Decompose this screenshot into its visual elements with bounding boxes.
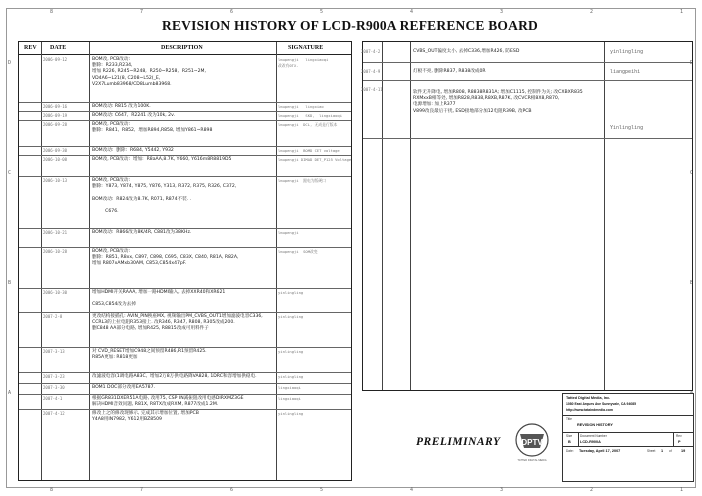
row-divider xyxy=(19,383,351,384)
zone-marker-right: A xyxy=(690,390,694,396)
date-label: Date: xyxy=(566,449,574,453)
revision-signature: lmupengji DIMAD DET_P125 Voltage xyxy=(278,157,352,162)
zone-marker-top: 2 xyxy=(590,9,594,15)
of-value: 19 xyxy=(681,448,686,453)
row-divider xyxy=(19,111,351,112)
zone-marker-bottom: 5 xyxy=(320,487,324,493)
revision-description: BOM改, PCB改动: 删除: R851, R8xx, C897, C898, C695, C83X, C840, R81A, R82A, 增加 R807xAMxb30AM, C853,C854x47pF. xyxy=(92,249,239,267)
revision-signature: yinlingling xyxy=(278,314,304,319)
revision-signature: lmupengji lingxiao xyxy=(278,104,324,109)
docnum-label: Document Number xyxy=(580,434,607,438)
zone-marker-top: 5 xyxy=(320,9,324,15)
zone-marker-bottom: 2 xyxy=(590,487,594,493)
header-date: DATE xyxy=(50,45,67,51)
revision-description: BOM改动: C647, R2241 改为10k, 2v. xyxy=(92,113,175,118)
revision-date: 2007-2-8 xyxy=(43,314,63,319)
zone-marker-bottom: 1 xyxy=(680,487,684,493)
zone-marker-left: D xyxy=(8,60,12,66)
revision-signature: yinlingling xyxy=(278,374,304,379)
zone-marker-bottom: 4 xyxy=(410,487,414,493)
row-divider xyxy=(19,347,351,348)
revision-signature: lmupengji DCL, 无成是行版本 xyxy=(278,122,338,127)
revision-description: CVBS_OUT偏度太小, 去掉C336,增加R426, 防ESD xyxy=(413,49,520,54)
revision-signature: yinlingling xyxy=(278,411,304,416)
of-label: of xyxy=(669,449,672,453)
revision-date: 2006-09-30 xyxy=(43,148,68,153)
logo-text: DPTV xyxy=(521,438,543,447)
revision-description: BOM1 DOC部分改用EA5787. xyxy=(92,385,155,390)
zone-marker-left: C xyxy=(8,170,12,176)
revision-date: 2006-10-28 xyxy=(43,249,68,254)
row-divider xyxy=(19,288,351,289)
revision-description: 改滤波电容(1调电路A83C, 增加2万8万供电路降VA828, 1DRC和容增加供稳电. xyxy=(92,374,257,379)
size-label: Size xyxy=(566,434,573,438)
revision-date: 2006-09-16 xyxy=(43,104,68,109)
revision-description: BOM改动: 删除: R684, Y5442, Y932 xyxy=(92,148,174,153)
rev-value: P xyxy=(678,440,681,444)
revision-date: 2007-4-2 xyxy=(361,49,381,54)
row-divider xyxy=(363,138,692,139)
revision-date: 2006-09-28 xyxy=(43,122,68,127)
sheet-value: 1 xyxy=(661,448,664,453)
revision-description: 修改上之的修改现修示, 完成其示增加位置, 增加PCB Y4A8用IN7982, Y612用BZ8509 xyxy=(92,411,199,423)
revision-date: 2007-4-11 xyxy=(361,87,383,92)
row-divider xyxy=(19,372,351,373)
row-divider xyxy=(19,409,351,410)
revision-signature: lingxiaoqi xyxy=(278,385,301,390)
title-label: Title xyxy=(566,417,572,421)
size-value: B xyxy=(568,440,571,444)
revision-description: BOM改, PCB改动: 删除: Y873, Y874, Y875, Y876, Y313, R372, R375, R326, C372, BOM改动: R824改为8.7K, R071, R874不装. . C676. xyxy=(92,178,237,215)
company-logo-icon xyxy=(510,420,554,464)
zone-marker-bottom: 6 xyxy=(230,487,234,493)
company-address: 1080 East Arques Ave Sunnyvale, CA 94085 xyxy=(566,402,636,406)
revision-table-left xyxy=(18,41,352,481)
row-divider xyxy=(19,146,351,147)
sheet-label: Sheet xyxy=(647,449,656,453)
zone-marker-bottom: 3 xyxy=(500,487,504,493)
row-divider xyxy=(363,62,692,63)
header-description: DESCRIPTION xyxy=(161,45,203,51)
title-block xyxy=(562,393,694,482)
revision-description: BOM改, PCB改动: 删除: R233,R234, 增加 R226, R245~R248, R250~R258, R251~2M, VD4A6~L21(8, C208~L52(_E, V2X7Lumb83968/CD8Lumb83968. xyxy=(92,57,206,87)
revision-date: 2007-4-9 xyxy=(361,69,381,74)
row-divider xyxy=(363,80,692,81)
zone-marker-top: 1 xyxy=(680,9,684,15)
revision-signature: yinlingling xyxy=(610,49,644,55)
revision-description: 更改结构接插孔: AVIN_PIN换座MX, 视频输出PM_CVBS_OUT1增加滤波电容C336, CCRL3的上拉电阻R353接上. 改R346, R347, R808, R305改成200. 删C848 AA部分电路, 增加R425, R8815改成可用料件子 xyxy=(92,314,263,332)
revision-signature: lmupengji 跟电为版硬口 xyxy=(278,178,326,183)
revision-signature: liangpeihi xyxy=(610,69,641,75)
zone-marker-right: C xyxy=(690,170,694,176)
zone-marker-top: 7 xyxy=(140,9,144,15)
row-divider xyxy=(19,102,351,103)
row-divider xyxy=(19,247,351,248)
revision-signature: lmupengji BOMD CET voltage xyxy=(278,148,340,153)
company-website: http://www.tataindmedia.com xyxy=(566,408,613,412)
zone-marker-left: A xyxy=(8,390,12,396)
revision-table-right xyxy=(362,41,693,391)
revision-description: BOM改, PCB改动: 删除: R841, R852, 增加R894,R858, 增加Y861~R898 xyxy=(92,122,213,134)
docnum-value: LCD-R900A xyxy=(580,440,601,444)
date-value: Tuesday, April 17, 2007 xyxy=(579,448,621,453)
revision-signature: lmupengji SKD, lingxiaoqi xyxy=(278,113,343,118)
revision-description: 增加HDMI开关RAAA, 增加一路HDMI输入, 去掉XXR40和XR621 C853,C854改为去掉 xyxy=(92,290,226,308)
revision-signature: lmupengji xyxy=(278,230,299,235)
revision-date: 2007-3-30 xyxy=(43,385,65,390)
title-value: REVISION HISTORY xyxy=(577,423,613,427)
revision-date: 2006-10-13 xyxy=(43,178,68,183)
revision-description: 对 CVD_RESET增加C948之间预留R486,R1预留R425. R85A更加: R818更加 xyxy=(92,349,207,361)
revision-description: BOM改动: R815 改为100K. xyxy=(92,104,151,109)
zone-marker-top: 4 xyxy=(410,9,414,15)
revision-date: 2007-3-23 xyxy=(43,374,65,379)
header-signature: SIGNATURE xyxy=(288,45,324,51)
zone-marker-bottom: 7 xyxy=(140,487,144,493)
revision-signature: yinlingling xyxy=(278,290,304,295)
header-rev: REV xyxy=(24,45,37,51)
zone-marker-bottom: 8 xyxy=(50,487,54,493)
revision-description: 软件无升降电, 增加R808, R8838R831A; 增加C1115, 控制件为关; 改CXBXR835 RXMxxB相等处, 增加R828,R838,R8XB,R87K, 改CVCR相8X8,R870, 电源增加: 加上R377 V899改良最后干扰, ESD接地部分加12电阻R39B, 改PCB xyxy=(413,90,583,114)
logo-caption: TATTED DIGITAL MEDIA xyxy=(517,459,547,462)
revision-date: 2007-4-1 xyxy=(43,396,63,401)
revision-description: 灯板不亮, 删除R837, R838改成0R xyxy=(413,69,486,74)
revision-signature: Yinlingling xyxy=(610,125,644,131)
revision-description: BOM改, PCB改动: 增加: R8aAA,8.7K, Y660, Y616m8R8819D5 xyxy=(92,157,232,162)
revision-date: 2006-10-30 xyxy=(43,290,68,295)
zone-marker-right: B xyxy=(690,280,694,286)
row-divider xyxy=(19,120,351,121)
row-divider xyxy=(19,155,351,156)
zone-marker-top: 8 xyxy=(50,9,54,15)
row-divider xyxy=(19,394,351,395)
rev-label: Rev xyxy=(676,434,682,438)
revision-date: 2006-09-12 xyxy=(43,57,68,62)
revision-date: 2007-3-13 xyxy=(43,349,65,354)
row-divider xyxy=(19,176,351,177)
zone-marker-left: B xyxy=(8,280,12,286)
page-title: REVISION HISTORY OF LCD-R900A REFERENCE BOARD xyxy=(162,18,538,33)
revision-date: 2006-09-19 xyxy=(43,113,68,118)
revision-signature: yinlingling xyxy=(278,349,304,354)
zone-marker-top: 3 xyxy=(500,9,504,15)
revision-date: 2006-10-21 xyxy=(43,230,68,235)
revision-signature: lmupengji lingxiaoqi 改改有0TX. xyxy=(278,57,329,69)
row-divider xyxy=(19,228,351,229)
zone-marker-right: D xyxy=(690,60,694,66)
zone-marker-top: 6 xyxy=(230,9,234,15)
revision-description: 根据GR831DXER51A电路, 改用75, CSP IN减振阻改用电感DIRXMZ3GE 解决HDMI音效问题, R81X, R8TX改成RXM, R877改成1.2M. xyxy=(92,396,244,408)
revision-signature: lmupengji SOM改变 xyxy=(278,249,318,254)
company-name: Tatted Digital Media, Inc. xyxy=(566,396,611,400)
revision-date: 2007-4-12 xyxy=(43,411,65,416)
preliminary-stamp: PRELIMINARY xyxy=(416,436,501,448)
row-divider xyxy=(19,312,351,313)
revision-date: 2006-10-08 xyxy=(43,157,68,162)
revision-description: BOM改动: R866改为8K/4R, C881改为38KHz. xyxy=(92,230,192,235)
revision-signature: lingxiaoqi xyxy=(278,396,301,401)
